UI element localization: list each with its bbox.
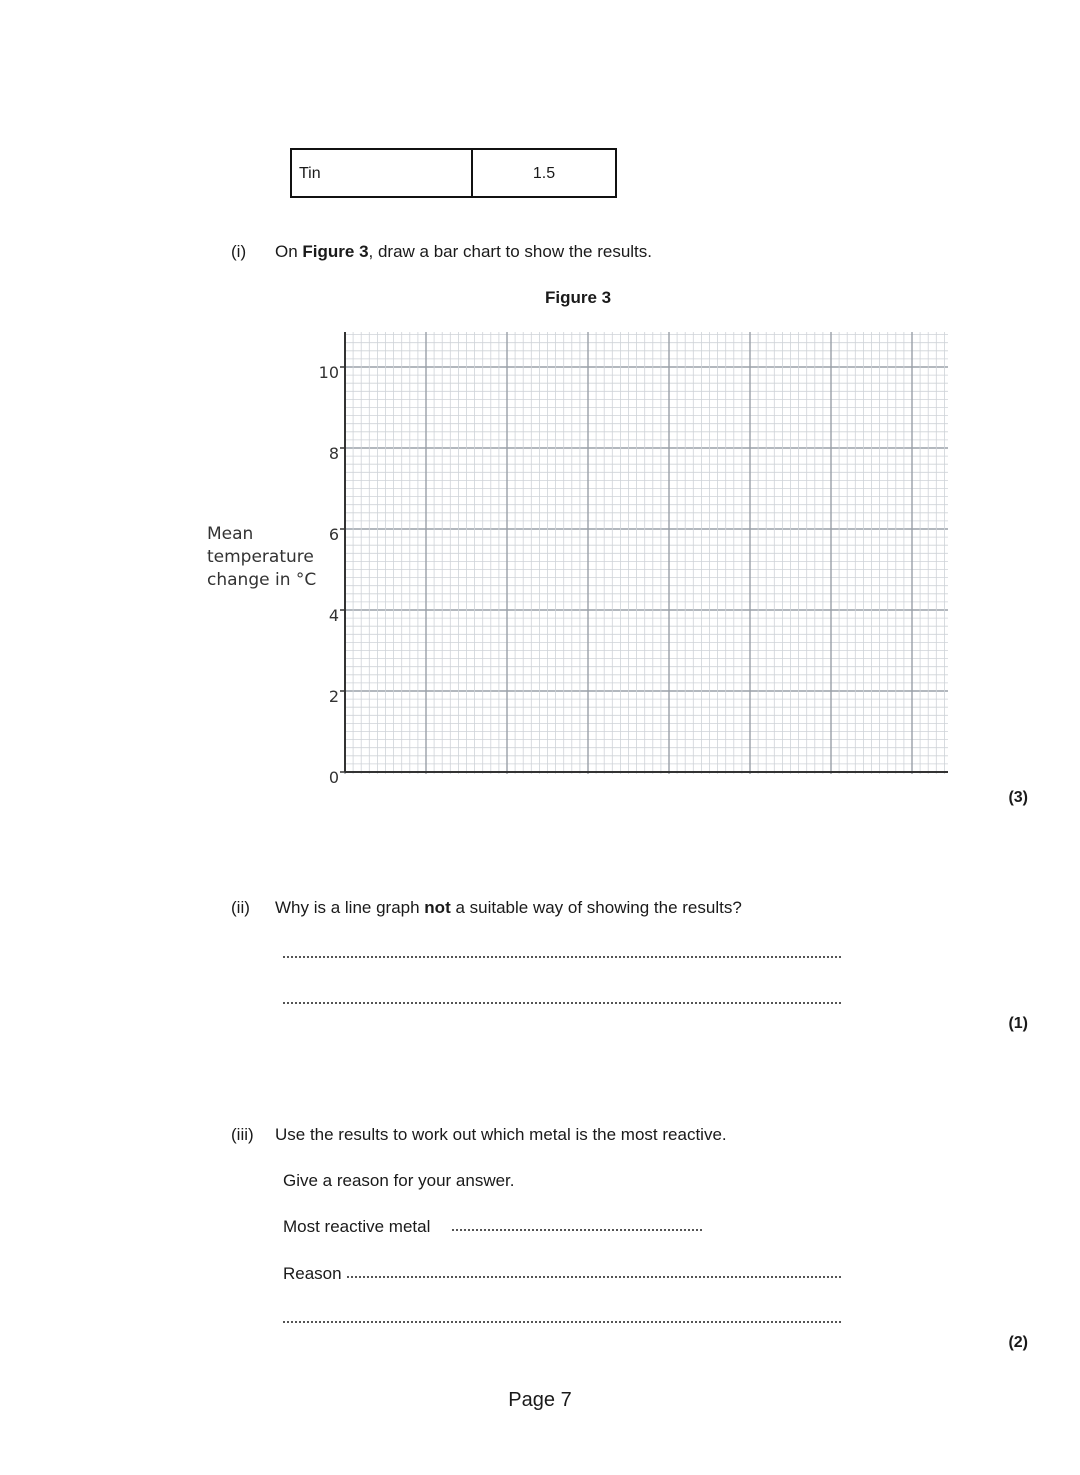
y-tick-label: 10: [318, 363, 339, 382]
part-i-marks: (3): [1008, 789, 1028, 806]
reason-answer-line[interactable]: [283, 1321, 841, 1323]
figure-label: Figure 3: [545, 288, 612, 307]
answer-line[interactable]: [283, 1002, 841, 1004]
most-reactive-metal-answer-line[interactable]: [452, 1229, 702, 1231]
y-axis-label: Mean temperature change in °C: [207, 524, 317, 590]
y-tick-label: 8: [328, 444, 339, 463]
part-i-number: (i): [231, 242, 247, 261]
part-ii-marks: (1): [1008, 1015, 1028, 1032]
value-cell: 1.5: [532, 165, 556, 182]
part-i-question: On Figure 3, draw a bar chart to show the results.: [275, 242, 652, 261]
part-ii-question: Why is a line graph not a suitable way of showing the results?: [275, 898, 742, 917]
metal-cell: Tin: [292, 150, 473, 196]
most-reactive-metal-label: Most reactive metal: [283, 1217, 431, 1236]
y-tick-label: 4: [328, 606, 339, 625]
answer-line[interactable]: [283, 956, 841, 958]
y-tick-label: 6: [328, 525, 339, 544]
part-iii-question: Use the results to work out which metal is the most reactive.: [275, 1125, 727, 1144]
page-number: Page 7: [508, 1389, 572, 1411]
part-iii-number: (iii): [231, 1125, 254, 1144]
part-iii-instruction: Give a reason for your answer.: [283, 1171, 515, 1190]
y-tick-label: 0: [328, 768, 339, 787]
results-table-row: [290, 148, 617, 198]
part-ii-number: (ii): [231, 898, 250, 917]
part-iii-marks: (2): [1008, 1334, 1028, 1351]
reason-label: Reason: [283, 1264, 342, 1283]
y-tick-label: 2: [328, 687, 339, 706]
graph-paper[interactable]: [340, 330, 952, 778]
reason-answer-line[interactable]: [347, 1276, 841, 1278]
